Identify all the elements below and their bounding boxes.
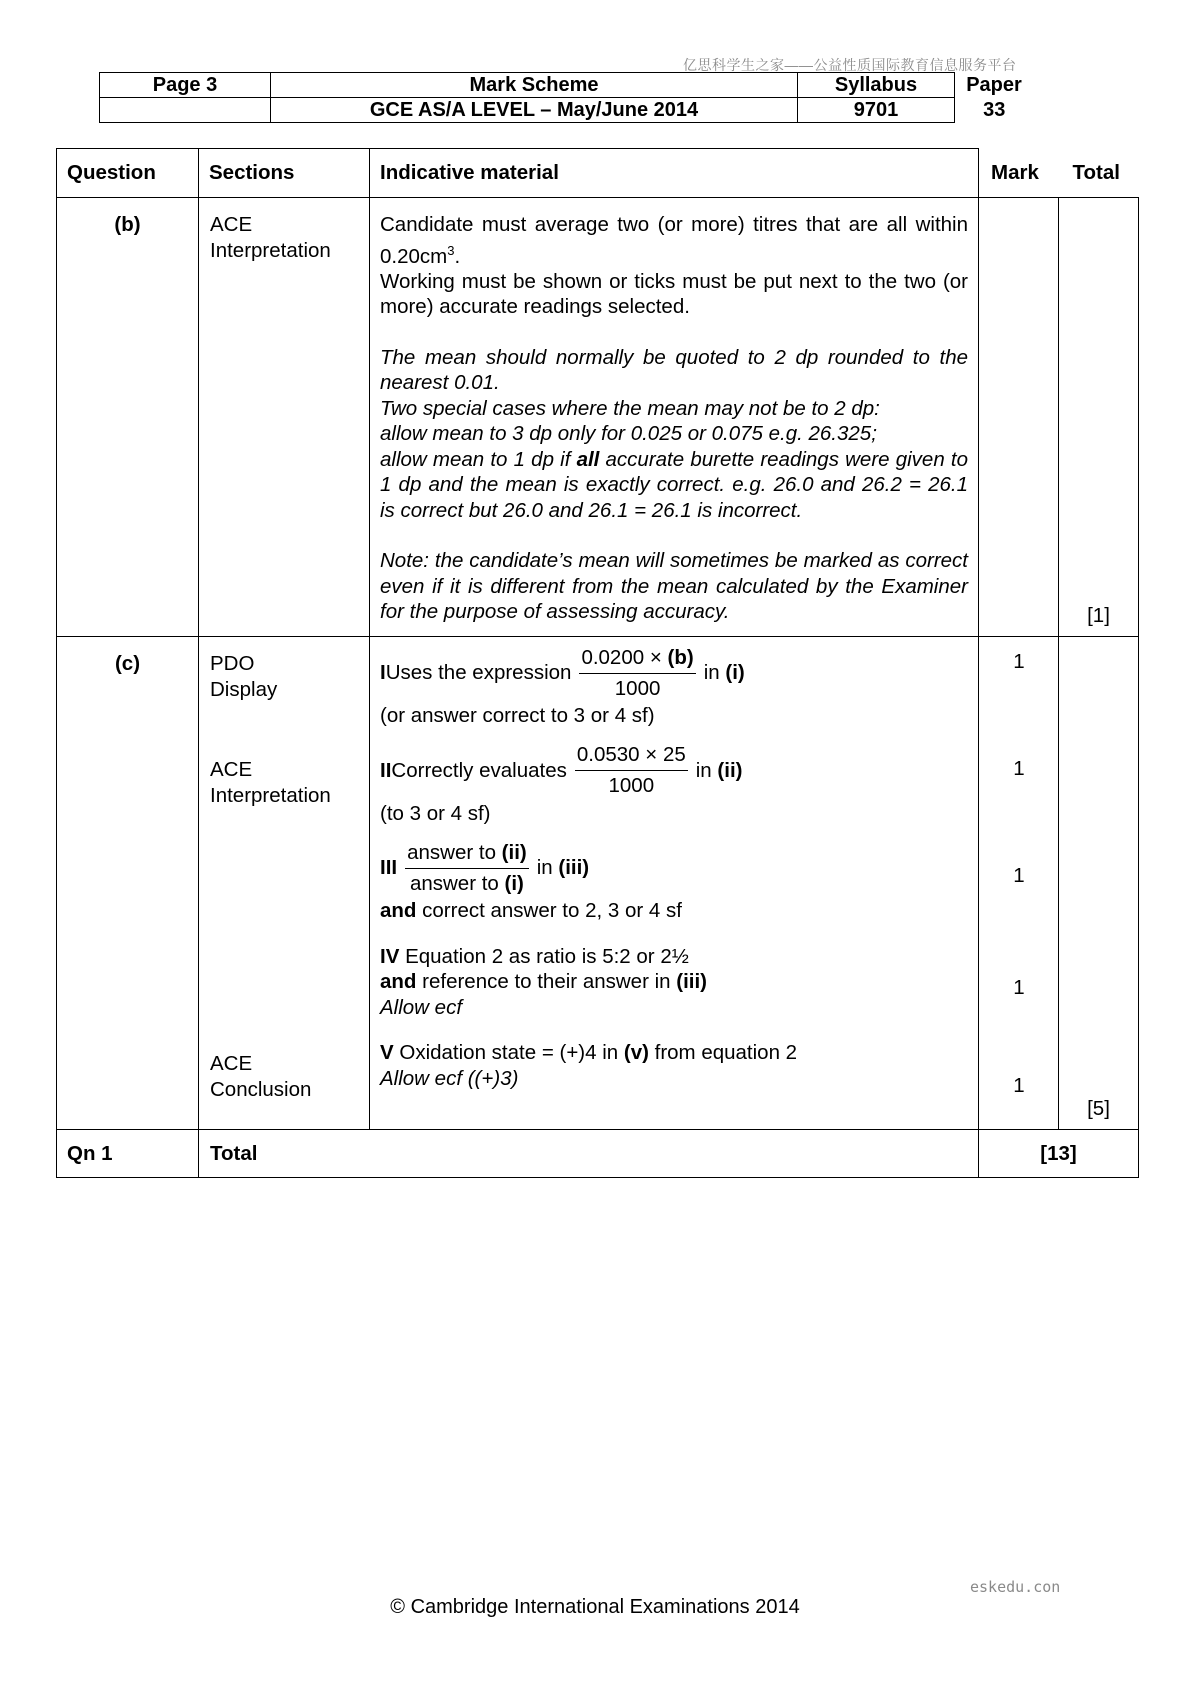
mean-rounding-note: The mean should normally be quoted to 2 dp rounded to the nearest 0.01. <box>380 345 968 395</box>
paper-label: Paper <box>966 74 1022 96</box>
sections-b <box>199 198 370 637</box>
criterion-i: I Uses the expression $\frac{0.0200 \times (b)}{1000}$ in (i) <box>380 645 745 700</box>
mark-i: 1 <box>1013 650 1025 673</box>
indicative-b <box>370 198 979 637</box>
fraction-ii: $\frac{0.0530 \times 25}{1000}$ <box>576 743 686 797</box>
sections-c <box>199 637 370 1130</box>
criterion-i-note: (or answer correct to 3 or 4 sf) <box>380 704 655 727</box>
page-header-table <box>99 72 1034 123</box>
section-display: Display <box>210 677 278 701</box>
table-row-c <box>57 637 1139 1130</box>
question-b: (b) <box>57 198 199 637</box>
criterion-iv-ref: and reference to their answer in (iii) <box>380 970 707 993</box>
one-dp-note: allow mean to 1 dp if all accurate burette readings were given to 1 dp and the mean is exactly correct. e.g. 26.0 and 26.2 = 26.1 is correct but 26.0 and 26.1 = 26.1 is incorrect. <box>380 447 968 522</box>
indicative-c <box>370 637 979 1130</box>
copyright-footer: © Cambridge International Examinations 2014 <box>390 1596 800 1618</box>
criterion-ii: II Correctly evaluates $\frac{0.0530 \times 25}{1000}$ in (ii) <box>380 743 743 797</box>
mark-b <box>979 198 1059 637</box>
col-indicative: Indicative material <box>370 149 979 198</box>
col-sections: Sections <box>199 149 370 198</box>
syllabus-label: Syllabus <box>798 73 955 98</box>
section-interpretation-c: Interpretation <box>210 783 331 807</box>
mark-scheme-table <box>56 148 1139 1178</box>
criterion-iii: III $\frac{\text{answer to (ii)}}{\text{answer to (i)}}$ in (iii) <box>380 840 590 895</box>
total-c: [5] <box>1059 637 1139 1130</box>
fraction-iii: $\frac{\text{answer to (ii)}}{\text{answer to (i)}}$ <box>407 840 527 895</box>
page-number: Page 3 <box>100 73 271 98</box>
marks-c <box>979 637 1059 1130</box>
paper-number: 33 <box>983 99 1006 121</box>
criterion-v: V Oxidation state = (+)4 in (v) from equation 2 <box>380 1041 798 1064</box>
col-mark: Mark <box>979 149 1059 198</box>
col-question: Question <box>57 149 199 198</box>
col-total: Total <box>1059 149 1139 198</box>
working-requirement: Working must be shown or ticks must be put next to the two (or more) accurate readings selected. <box>380 269 968 319</box>
mark-ii: 1 <box>1013 757 1025 780</box>
section-conclusion: Conclusion <box>210 1077 312 1101</box>
footer-site-text: eskedu.con <box>970 1578 1061 1596</box>
mark-iv: 1 <box>1013 976 1025 999</box>
header-blank <box>100 98 271 123</box>
syllabus-code: 9701 <box>798 98 955 123</box>
question-c: (c) <box>57 637 199 1130</box>
total-row-label: Total <box>199 1130 979 1178</box>
section-ace-1: ACE <box>210 758 253 781</box>
examiner-note: Note: the candidate’s mean will sometimes be marked as correct even if it is different from the mean calculated by the Examiner for the purpose of assessing accuracy. <box>380 549 968 624</box>
section-pdo: PDO <box>210 652 255 675</box>
total-b: [1] <box>1059 198 1139 637</box>
criterion-iv-allow: Allow ecf <box>380 995 463 1019</box>
criterion-iii-note: and correct answer to 2, 3 or 4 sf <box>380 899 682 922</box>
table-row-b <box>57 198 1139 637</box>
total-row-value: [13] <box>979 1130 1139 1178</box>
section-ace: ACE <box>210 213 253 236</box>
criterion-ii-note: (to 3 or 4 sf) <box>380 801 491 825</box>
criterion-iv: IV Equation 2 as ratio is 5:2 or 2½ <box>380 944 689 968</box>
criterion-v-allow: Allow ecf ((+)3) <box>380 1066 519 1090</box>
three-dp-note: allow mean to 3 dp only for 0.025 or 0.075 e.g. 26.325; <box>380 422 877 446</box>
section-interpretation: Interpretation <box>210 238 331 262</box>
mark-scheme-label: Mark Scheme <box>271 73 798 98</box>
total-row-question: Qn 1 <box>57 1130 199 1178</box>
mark-iii: 1 <box>1013 864 1025 887</box>
fraction-i: $\frac{0.0200 \times (b)}{1000}$ <box>581 645 694 700</box>
table-header-row <box>57 149 1139 198</box>
total-row <box>57 1130 1139 1178</box>
section-ace-2: ACE <box>210 1052 253 1075</box>
special-cases-note: Two special cases where the mean may not be to 2 dp: <box>380 396 880 420</box>
titre-requirement: Candidate must average two (or more) titres that are all within $0.20cm^3$. <box>380 213 968 268</box>
watermark-text: 亿思科学生之家——公益性质国际教育信息服务平台 <box>683 57 1017 73</box>
mark-v: 1 <box>1013 1074 1025 1097</box>
exam-session: GCE AS/A LEVEL – May/June 2014 <box>271 98 798 123</box>
